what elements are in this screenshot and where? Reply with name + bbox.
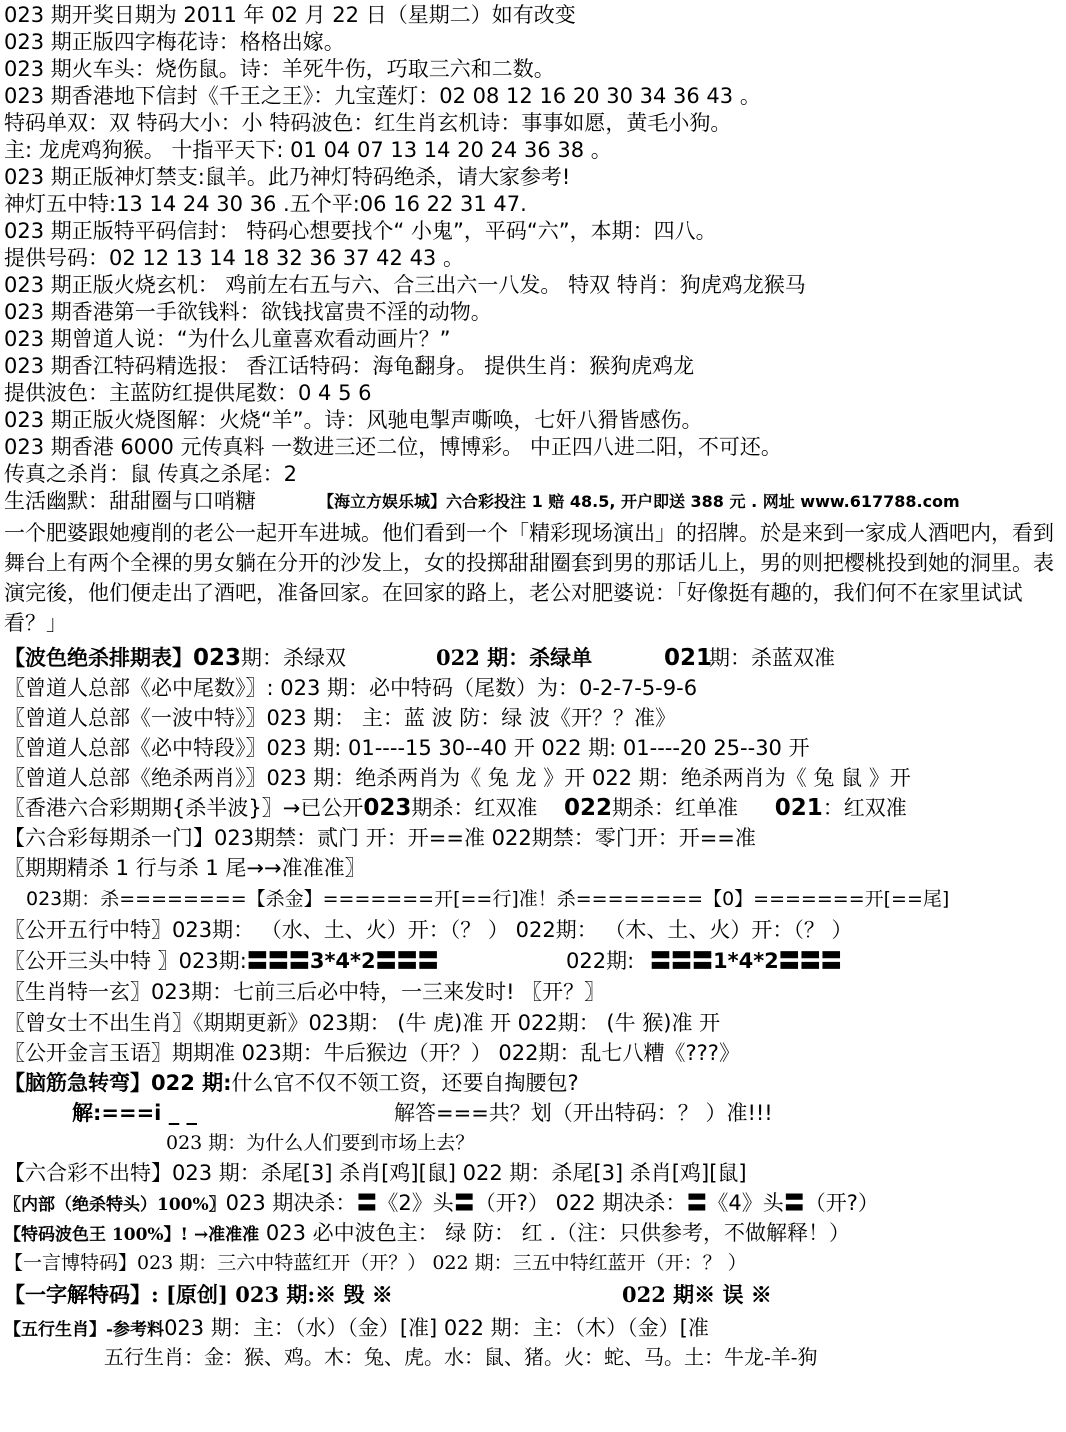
row-text: 期：杀蓝双准 xyxy=(709,646,835,670)
text-line: 〖公开金言玉语〗期期准 023期：牛后猴边（开？） 022期：乱七八糟《???》 xyxy=(4,1041,740,1065)
text-line: 023 期香港第一手欲钱料：欲钱找富贵不淫的动物。 xyxy=(4,300,492,324)
row-santou xyxy=(4,948,842,974)
row-label: 〖香港六合彩期期{杀半波}〗→已公开 xyxy=(4,796,364,820)
row-label: 【五行生肖】-参考料 xyxy=(4,1320,165,1340)
row-text: 【一字解特码】: [原创] 023 期:※ 毁 ※ xyxy=(4,1282,393,1307)
row-sha-ban-bo xyxy=(4,795,907,821)
text-line: 【一言博特码】023 期：三六中特蓝红开（开？） 022 期：三五中特红蓝开（开：？ ） xyxy=(4,1252,747,1274)
row-bose-wang xyxy=(4,1220,850,1248)
text-line: 〖曾道人总部《必中特段》〗023 期: 01----15 30--40 开 022 期: 01----20 25--30 开 xyxy=(4,736,810,760)
period-number: 023 xyxy=(193,645,242,671)
text-line: 〖曾道人总部《一波中特》〗023 期： 主：蓝 波 防：绿 波《开？？准》 xyxy=(4,706,676,730)
period-number: 021 xyxy=(664,645,713,671)
row-brain-teaser xyxy=(4,1070,579,1096)
row-text: ：红双准 xyxy=(822,796,907,820)
text-line: 023 期开奖日期为 2011 年 02 月 22 日（星期二）如有改变 xyxy=(4,3,576,27)
text-line: 023 期火车头：烧伤鼠。诗：羊死牛伤，巧取三六和二数。 xyxy=(4,57,555,81)
text-line: 023 期正版火烧图解：火烧“羊”。诗：风驰电掣声嘶唤，七奸八猾皆感伤。 xyxy=(4,408,703,432)
text-line: 023 期香港地下信封《千王之王》：九宝莲灯：02 08 12 16 20 30 34 36 43 。 xyxy=(4,84,761,108)
text-line: 023 期：为什么人们要到市场上去？ xyxy=(166,1132,475,1154)
row-text: 023 期：主：（水）（金）[准] 022 期：主：（木）（金）[准 xyxy=(164,1316,709,1340)
text-line: 023 期香江特码精选报： 香江话特码：海龟翻身。 提供生肖：猴狗虎鸡龙 xyxy=(4,354,695,378)
text-line: 特码单双：双 特码大小：小 特码波色：红生肖玄机诗：事事如愿，黄毛小狗。 xyxy=(4,111,732,135)
text-line: 【六合彩不出特】023 期：杀尾[3] 杀肖[鸡][鼠] 022 期：杀尾[3] 杀肖[鸡][鼠] xyxy=(4,1161,747,1185)
row-label: 〖内部（绝杀特头）100%〗 xyxy=(4,1195,226,1215)
joke-paragraph: 一个肥婆跟她瘦削的老公一起开车进城。他们看到一个「精彩现场演出」的招牌。於是来到一家成人酒吧内，看到舞台上有两个全裸的男女躺在分开的沙发上，女的投掷甜甜圈套到男的那话儿上，男的则把樱桃投到她的洞里。表演完後，他们便走出了酒吧，准备回家。在回家的路上，老公对肥婆说：「好像挺有趣的，我们何不在家里试试看？」 xyxy=(4,521,1054,635)
row-neibu xyxy=(4,1190,879,1218)
text-line: 023 期香港 6000 元传真料 一数进三还二位，博博彩。 中正四八进二阳，不可还。 xyxy=(4,435,782,459)
row-text: 〓〓〓1*4*2〓〓〓 xyxy=(650,949,842,973)
text-line: 生活幽默：甜甜圈与口哨糖 xyxy=(4,489,256,513)
row-text: 解:===i _ _ xyxy=(72,1101,198,1125)
row-answer xyxy=(72,1100,773,1126)
row-text: 期杀：红单准 xyxy=(612,796,739,820)
text-line: 提供波色：主蓝防红提供尾数：0 4 5 6 xyxy=(4,381,372,405)
text-line: 023 期正版神灯禁支:鼠羊。此乃神灯特码绝杀，请大家参考! xyxy=(4,165,571,189)
row-text: 〓〓〓3*4*2〓〓〓 xyxy=(246,949,439,973)
period-number: 023 xyxy=(363,795,412,821)
row-wuxing xyxy=(4,1315,709,1343)
row-yizi xyxy=(4,1282,772,1308)
text-line: 〖公开五行中特〗023期： （水、土、火）开：（？ ） 022期： （木、土、火）开：（？ ） xyxy=(4,918,853,942)
text-line: 〖曾道人总部《必中尾数》〗: 023 期：必中特码（尾数）为：0-2-7-5-9-6 xyxy=(4,676,698,700)
text-line: 提供号码：02 12 13 14 18 32 36 37 42 43 。 xyxy=(4,246,464,270)
text-line: 〖期期精杀 1 行与杀 1 尾→→准准准〗 xyxy=(4,856,366,880)
period-number: 021 xyxy=(774,795,823,821)
row-bose-juesha xyxy=(4,645,835,671)
text-line: 〖生肖特一玄〗023期：七前三后必中特，一三来发时! 〖开？〗 xyxy=(4,980,606,1004)
row-text: 022 期：杀绿单 xyxy=(436,645,593,670)
row-text: 022 期※ 误 ※ xyxy=(622,1282,772,1307)
row-text: 期：杀绿双 xyxy=(241,646,347,670)
text-line: 〖曾女士不出生肖〗《期期更新》023期： (牛 虎)准 开 022期： (牛 猴)准 开 xyxy=(4,1011,721,1035)
text-line: 023 期正版火烧玄机： 鸡前左右五与六、合三出六一八发。 特双 特肖：狗虎鸡龙猴马 xyxy=(4,273,806,297)
text-line: 023 期曾道人说：“为什么儿童喜欢看动画片？” xyxy=(4,327,451,351)
text-line: 主: 龙虎鸡狗猴。 十指平天下: 01 04 07 13 14 20 24 36 38 。 xyxy=(4,138,612,162)
row-label: 【特码波色王 100%】! →准准准 xyxy=(4,1225,260,1245)
period-number: 022 期: xyxy=(151,1071,232,1095)
row-text: 解答===共？划（开出特码：？ ）准!!! xyxy=(394,1101,773,1125)
text-line: 神灯五中特:13 14 24 30 36 .五个平:06 16 22 31 47. xyxy=(4,192,527,216)
text-line: 023 期正版特平码信封： 特码心想要找个“ 小鬼”，平码“六”，本期：四八。 xyxy=(4,219,717,243)
period-number: 022 xyxy=(564,795,613,821)
row-text: 023 必中波色主： 绿 防： 红 .（注：只供参考，不做解释！） xyxy=(265,1221,851,1245)
text-line: 023 期正版四字梅花诗：格格出嫁。 xyxy=(4,30,345,54)
text-line: 023期：杀========【杀金】=======开[==行]准！杀========【0】=======开[==尾] xyxy=(26,888,950,910)
text-line: 五行生肖：金：猴、鸡。木：兔、虎。水：鼠、猪。火：蛇、马。土：牛龙-羊-狗 xyxy=(104,1345,818,1369)
row-text: 期杀：红双准 xyxy=(411,796,538,820)
text-line: 〖曾道人总部《绝杀两肖》〗023 期：绝杀两肖为《 兔 龙 》开 022 期：绝杀两肖为《 兔 鼠 》开 xyxy=(4,766,911,790)
advertisement-banner: 【海立方娱乐城】六合彩投注 1 赔 48.5, 开户即送 388 元 . 网址 www.617788.com xyxy=(318,492,960,511)
row-label: 【脑筋急转弯】 xyxy=(4,1071,151,1095)
row-text: 什么官不仅不领工资，还要自掏腰包? xyxy=(231,1071,579,1095)
row-text: 022期: xyxy=(566,949,635,973)
row-label: 【波色绝杀排期表】 xyxy=(4,646,193,670)
row-text: 023 期决杀：〓《2》头〓（开?） 022 期决杀：〓《4》头〓（开?） xyxy=(225,1191,879,1215)
text-line: 【六合彩每期杀一门】023期禁：贰门 开：开==准 022期禁：零门开：开==准 xyxy=(4,826,756,850)
row-label: 〖公开三头中特 〗023期: xyxy=(4,949,247,973)
text-line: 传真之杀肖：鼠 传真之杀尾：2 xyxy=(4,462,298,486)
